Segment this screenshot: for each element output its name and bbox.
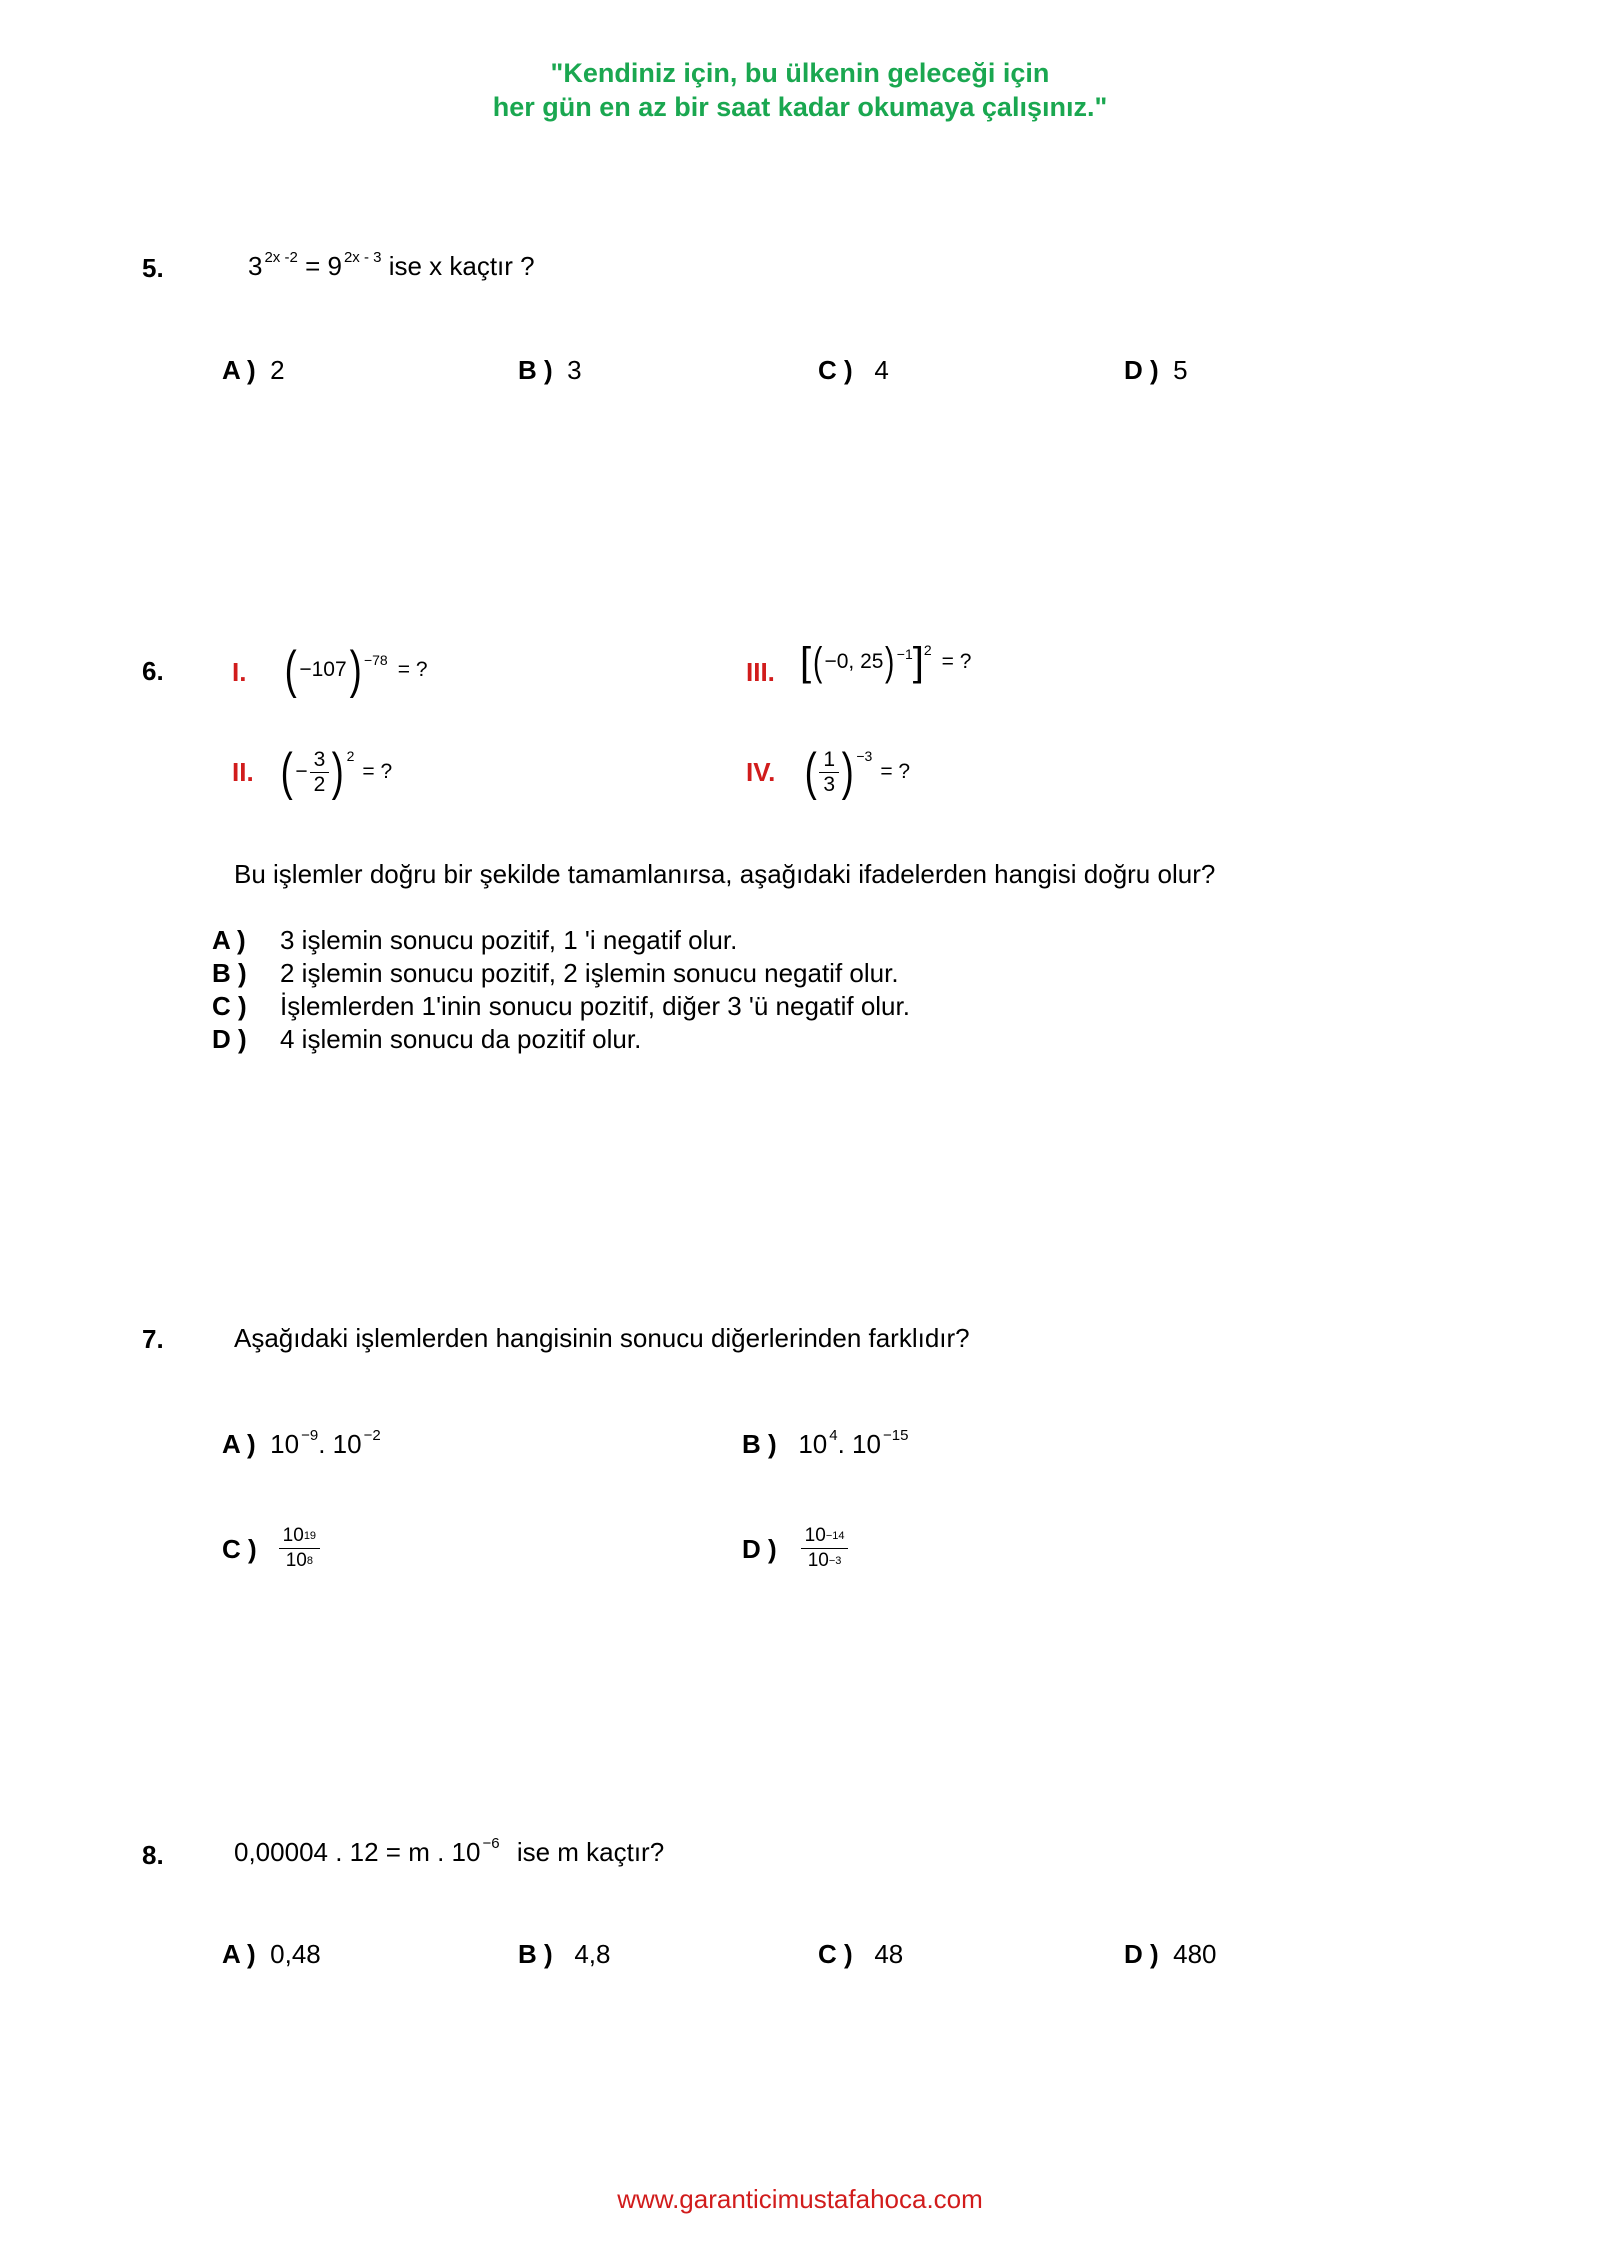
a-exponent-2: −2: [363, 1427, 381, 1444]
q8-option-d[interactable]: [1124, 1938, 1217, 1970]
option-label: C ): [818, 1939, 853, 1969]
open-paren: (: [804, 743, 817, 801]
q6-roman-ii: II.: [232, 757, 254, 787]
close-paren: ): [885, 640, 895, 684]
q7-option-a[interactable]: [222, 1428, 381, 1460]
iii-equals: = ?: [941, 650, 972, 673]
a-base-1: 10: [270, 1429, 300, 1459]
q6-roman-i: I.: [232, 657, 247, 687]
q8-tail: ise m kaçtır?: [516, 1837, 665, 1867]
q5-exponent-2: 2x - 3: [343, 249, 382, 266]
question-7-number: 7.: [142, 1324, 164, 1354]
ii-denominator: 2: [313, 772, 326, 796]
i-exponent: −78: [363, 652, 388, 668]
c-denominator-base: 10: [285, 1550, 307, 1571]
d-fraction: [801, 1524, 849, 1573]
question-6-number: 6.: [142, 656, 164, 686]
ii-exponent: 2: [346, 748, 355, 764]
option-value: 480: [1173, 1939, 1217, 1969]
q7-option-d[interactable]: [742, 1524, 848, 1573]
b-dot: . 10: [837, 1429, 881, 1459]
open-paren: (: [284, 641, 297, 699]
q6-option-b[interactable]: [212, 957, 899, 989]
d-numerator: [801, 1524, 849, 1549]
c-denominator-exponent: 8: [306, 1555, 313, 1567]
q6-roman-iii: III.: [746, 657, 775, 687]
c-numerator-base: 10: [282, 1525, 304, 1546]
q7-option-b[interactable]: [742, 1428, 908, 1460]
ii-numerator: 3: [310, 748, 330, 773]
b-exponent-1: 4: [829, 1427, 838, 1444]
q6-expression-iv: [802, 743, 911, 801]
q5-tail: ise x kaçtır ?: [388, 251, 535, 281]
q8-option-b[interactable]: [518, 1938, 611, 1970]
option-value: 2: [270, 355, 285, 385]
q6-expression-i: [282, 641, 428, 699]
q8-option-c[interactable]: [818, 1938, 903, 1970]
b-base-1: 10: [798, 1429, 828, 1459]
i-equals: = ?: [397, 658, 428, 681]
open-paren: (: [280, 743, 293, 801]
q7-option-c[interactable]: [222, 1524, 320, 1573]
option-label: D ): [212, 1024, 247, 1054]
q5-option-c[interactable]: [818, 354, 889, 386]
question-5-stem: [248, 250, 535, 282]
option-label: A ): [222, 355, 256, 385]
question-8-stem: [234, 1836, 664, 1868]
a-exponent-1: −9: [301, 1427, 319, 1444]
q5-option-a[interactable]: [222, 354, 285, 386]
iv-fraction: [819, 748, 839, 797]
option-value: 5: [1173, 355, 1188, 385]
iii-inner-exponent: −1: [896, 646, 913, 662]
question-8-number: 8.: [142, 1840, 164, 1870]
q6-expression-iii: [800, 642, 971, 682]
q5-exponent-1: 2x -2: [264, 249, 298, 266]
option-value: 4,8: [574, 1939, 611, 1969]
option-label: A ): [222, 1939, 256, 1969]
c-numerator-exponent: 19: [303, 1530, 317, 1542]
ii-fraction: [310, 748, 330, 797]
iv-exponent: −3: [856, 748, 873, 764]
q6-option-c[interactable]: [212, 990, 910, 1022]
i-base: −107: [299, 658, 347, 681]
option-text: 4 işlemin sonucu da pozitif olur.: [280, 1024, 642, 1054]
option-label: B ): [518, 1939, 553, 1969]
b-exponent-2: −15: [882, 1427, 909, 1444]
quote-line-2: her gün en az bir saat kadar okumaya çalışınız.": [492, 92, 1108, 122]
question-5-number: 5.: [142, 253, 164, 283]
open-paren: (: [813, 640, 823, 684]
c-denominator: [279, 1549, 320, 1573]
option-label: C ): [818, 355, 853, 385]
option-label: B ): [742, 1429, 777, 1459]
option-label: C ): [212, 991, 247, 1021]
q6-option-a[interactable]: [212, 924, 737, 956]
q6-roman-iv: IV.: [746, 757, 776, 787]
iii-base: −0, 25: [824, 650, 884, 673]
question-6-stem: Bu işlemler doğru bir şekilde tamamlanırsa, aşağıdaki ifadelerden hangisi doğru olur?: [234, 859, 1216, 889]
option-label: A ): [212, 925, 246, 955]
option-value: 4: [874, 355, 889, 385]
q8-lead: 0,00004 . 12 = m . 10: [234, 1837, 481, 1867]
ii-equals: = ?: [362, 760, 393, 783]
c-fraction: [279, 1524, 320, 1573]
d-denominator-exponent: −3: [828, 1555, 842, 1567]
option-text: İşlemlerden 1'inin sonucu pozitif, diğer 3 'ü negatif olur.: [280, 991, 910, 1021]
q8-exponent: −6: [482, 1835, 500, 1852]
option-label: D ): [1124, 1939, 1159, 1969]
option-value: 3: [567, 355, 582, 385]
footer-url-link[interactable]: www.garanticimustafahoca.com: [617, 2184, 983, 2214]
q6-expression-ii: [278, 743, 393, 801]
d-numerator-base: 10: [804, 1525, 826, 1546]
option-value: 48: [874, 1939, 904, 1969]
option-label: B ): [212, 958, 247, 988]
close-bracket: ]: [912, 640, 924, 684]
option-text: 2 işlemin sonucu pozitif, 2 işlemin sonucu negatif olur.: [280, 958, 899, 988]
iv-equals: = ?: [880, 760, 911, 783]
c-numerator: [279, 1524, 320, 1549]
q8-option-a[interactable]: [222, 1938, 321, 1970]
iv-numerator: 1: [819, 748, 839, 773]
option-text: 3 işlemin sonucu pozitif, 1 'i negatif olur.: [280, 925, 738, 955]
d-denominator-base: 10: [807, 1550, 829, 1571]
option-label: A ): [222, 1429, 256, 1459]
close-paren: ): [331, 743, 345, 801]
quote-line-1: "Kendiniz için, bu ülkenin geleceği için: [550, 58, 1050, 88]
q5-option-b[interactable]: [518, 354, 582, 386]
q5-base-1: 3: [248, 251, 263, 281]
d-numerator-exponent: −14: [825, 1530, 845, 1542]
q5-equals: = 9: [305, 251, 342, 281]
d-denominator: [801, 1549, 849, 1573]
a-dot: . 10: [318, 1429, 362, 1459]
option-label: D ): [742, 1533, 777, 1564]
close-paren: ): [841, 743, 854, 801]
ii-sign: −: [295, 760, 308, 783]
close-paren: ): [349, 641, 362, 699]
option-label: D ): [1124, 355, 1159, 385]
option-value: 0,48: [270, 1939, 321, 1969]
q5-option-d[interactable]: [1124, 354, 1188, 386]
open-bracket: [: [800, 640, 812, 684]
question-7-stem: Aşağıdaki işlemlerden hangisinin sonucu diğerlerinden farklıdır?: [234, 1323, 970, 1353]
option-label: C ): [222, 1533, 257, 1564]
q6-option-d[interactable]: [212, 1023, 641, 1055]
iv-denominator: 3: [823, 772, 836, 796]
iii-outer-exponent: 2: [923, 642, 932, 658]
option-label: B ): [518, 355, 553, 385]
